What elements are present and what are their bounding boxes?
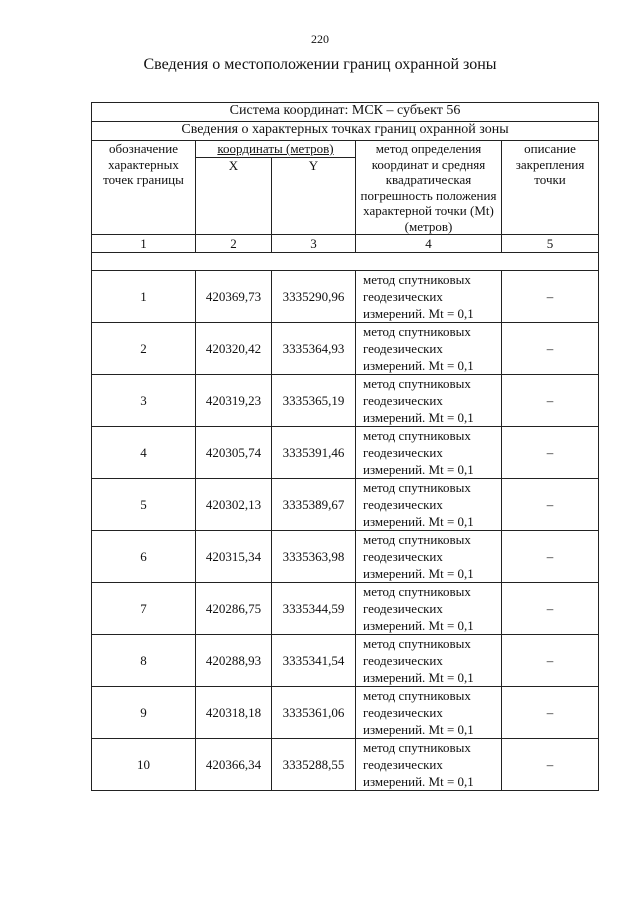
method-cell: метод спутниковых геодезических измерений. Mt = 0,1 <box>356 427 502 479</box>
y-cell: 3335288,55 <box>272 739 356 791</box>
empty-cell <box>92 253 599 271</box>
x-cell: 420318,18 <box>196 687 272 739</box>
header-y: Y <box>272 158 356 235</box>
coordinate-system-row <box>92 103 599 122</box>
point-cell: 10 <box>92 739 196 791</box>
boundary-points-table <box>91 102 599 791</box>
x-cell: 420366,34 <box>196 739 272 791</box>
empty-row <box>92 253 599 271</box>
table-row <box>92 531 599 583</box>
point-cell: 7 <box>92 583 196 635</box>
x-cell: 420302,13 <box>196 479 272 531</box>
point-cell: 8 <box>92 635 196 687</box>
table-row <box>92 583 599 635</box>
x-cell: 420369,73 <box>196 271 272 323</box>
method-cell: метод спутниковых геодезических измерений. Mt = 0,1 <box>356 583 502 635</box>
table-row <box>92 271 599 323</box>
y-cell: 3335363,98 <box>272 531 356 583</box>
table-row <box>92 479 599 531</box>
point-cell: 5 <box>92 479 196 531</box>
table-row <box>92 635 599 687</box>
table-row <box>92 323 599 375</box>
fixing-cell: – <box>502 427 599 479</box>
column-number: 3 <box>272 235 356 253</box>
y-cell: 3335365,19 <box>272 375 356 427</box>
table-row <box>92 375 599 427</box>
column-number: 5 <box>502 235 599 253</box>
point-cell: 4 <box>92 427 196 479</box>
x-cell: 420315,34 <box>196 531 272 583</box>
header-fixing: описание закрепления точки <box>502 141 599 235</box>
point-cell: 6 <box>92 531 196 583</box>
page-title: Сведения о местоположении границ охранной зоны <box>143 56 497 73</box>
fixing-cell: – <box>502 531 599 583</box>
column-number: 2 <box>196 235 272 253</box>
fixing-cell: – <box>502 375 599 427</box>
header-row <box>92 141 599 158</box>
y-cell: 3335361,06 <box>272 687 356 739</box>
method-cell: метод спутниковых геодезических измерений. Mt = 0,1 <box>356 531 502 583</box>
points-info-cell: Сведения о характерных точках границ охранной зоны <box>92 122 599 141</box>
column-numbers-row <box>92 235 599 253</box>
header-designation: обозначение характерных точек границы <box>92 141 196 235</box>
point-cell: 1 <box>92 271 196 323</box>
method-cell: метод спутниковых геодезических измерений. Mt = 0,1 <box>356 271 502 323</box>
y-cell: 3335341,54 <box>272 635 356 687</box>
point-rows <box>92 271 599 791</box>
y-cell: 3335344,59 <box>272 583 356 635</box>
x-cell: 420305,74 <box>196 427 272 479</box>
fixing-cell: – <box>502 583 599 635</box>
y-cell: 3335391,46 <box>272 427 356 479</box>
method-cell: метод спутниковых геодезических измерений. Mt = 0,1 <box>356 479 502 531</box>
fixing-cell: – <box>502 479 599 531</box>
x-cell: 420319,23 <box>196 375 272 427</box>
method-cell: метод спутниковых геодезических измерений. Mt = 0,1 <box>356 687 502 739</box>
header-coordinates: координаты (метров) <box>196 141 356 158</box>
x-cell: 420320,42 <box>196 323 272 375</box>
fixing-cell: – <box>502 323 599 375</box>
point-cell: 2 <box>92 323 196 375</box>
page-number: 220 <box>311 32 329 46</box>
header-x: X <box>196 158 272 235</box>
table-row <box>92 427 599 479</box>
y-cell: 3335364,93 <box>272 323 356 375</box>
fixing-cell: – <box>502 635 599 687</box>
y-cell: 3335290,96 <box>272 271 356 323</box>
header-method: метод определения координат и средняя квадратическая погрешность положения характерной точки (Mt) (метров) <box>356 141 502 235</box>
method-cell: метод спутниковых геодезических измерений. Mt = 0,1 <box>356 635 502 687</box>
fixing-cell: – <box>502 739 599 791</box>
coordinate-system-cell: Система координат: МСК – субъект 56 <box>92 103 599 122</box>
point-cell: 3 <box>92 375 196 427</box>
column-number: 1 <box>92 235 196 253</box>
method-cell: метод спутниковых геодезических измерений. Mt = 0,1 <box>356 323 502 375</box>
points-info-row <box>92 122 599 141</box>
point-cell: 9 <box>92 687 196 739</box>
table-row <box>92 687 599 739</box>
method-cell: метод спутниковых геодезических измерений. Mt = 0,1 <box>356 739 502 791</box>
column-number: 4 <box>356 235 502 253</box>
fixing-cell: – <box>502 687 599 739</box>
fixing-cell: – <box>502 271 599 323</box>
x-cell: 420286,75 <box>196 583 272 635</box>
x-cell: 420288,93 <box>196 635 272 687</box>
table-row <box>92 739 599 791</box>
y-cell: 3335389,67 <box>272 479 356 531</box>
method-cell: метод спутниковых геодезических измерений. Mt = 0,1 <box>356 375 502 427</box>
